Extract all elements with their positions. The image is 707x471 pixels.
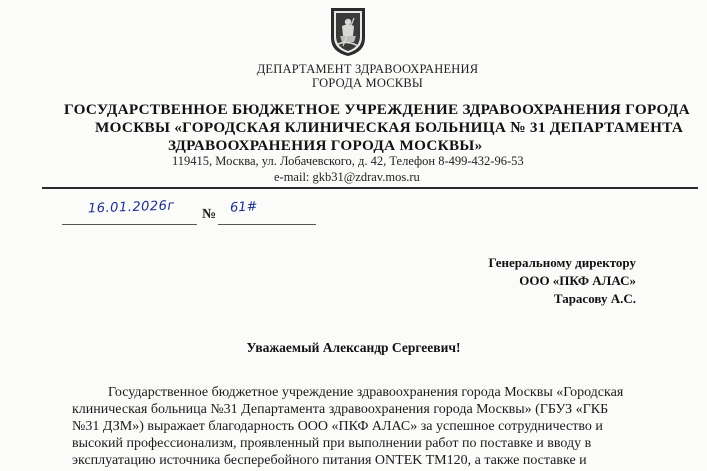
body-line: №31 ДЗМ») выражает благодарность ООО «ПКФ АЛАС» за успешное сотрудничество и	[72, 419, 603, 434]
institution-name-line1: ГОСУДАРСТВЕННОЕ БЮДЖЕТНОЕ УЧРЕЖДЕНИЕ ЗДРАВООХРАНЕНИЯ ГОРОДА	[64, 101, 690, 118]
salutation: Уважаемый Александр Сергеевич!	[246, 340, 461, 355]
institution-address: 119415, Москва, ул. Лобачевского, д. 42, Телефон 8-499-432-96-53	[172, 154, 524, 168]
body-line: высокий профессионализм, проявленный при выполнении работ по поставке и вводу в	[72, 436, 592, 451]
header-divider	[42, 187, 698, 189]
institution-email: e-mail: gkb31@zdrav.mos.ru	[274, 170, 420, 184]
addressee-position: Генеральному директору	[488, 255, 636, 270]
addressee-name: Тарасову А.С.	[553, 291, 636, 306]
body-line: Государственное бюджетное учреждение здравоохранения города Москвы «Городская	[108, 385, 624, 400]
institution-name-line3: ЗДРАВООХРАНЕНИЯ ГОРОДА МОСКВЫ»	[168, 137, 483, 154]
department-name-line1: ДЕПАРТАМЕНТ ЗДРАВООХРАНЕНИЯ	[256, 62, 479, 76]
body-line: эксплуатацию источника бесперебойного питания ONTEK TM120, а также поставке и	[72, 453, 587, 468]
registration-date: 16.01.2026г	[87, 198, 176, 217]
registration-number-label: №	[202, 207, 217, 222]
addressee-company: ООО «ПКФ АЛАС»	[519, 273, 636, 288]
registration-number-field	[218, 199, 316, 225]
moscow-coat-of-arms-icon	[328, 6, 368, 58]
body-line: клиническая больница №31 Департамента здравоохранения города Москвы» (ГБУЗ «ГКБ	[72, 402, 609, 417]
registration-number: 61#	[229, 199, 258, 216]
registration-date-field	[62, 198, 197, 225]
institution-name-line2: МОСКВЫ «ГОРОДСКАЯ КЛИНИЧЕСКАЯ БОЛЬНИЦА № 31 ДЕПАРТАМЕНТА	[95, 119, 684, 136]
department-name-line2: ГОРОДА МОСКВЫ	[312, 76, 423, 90]
